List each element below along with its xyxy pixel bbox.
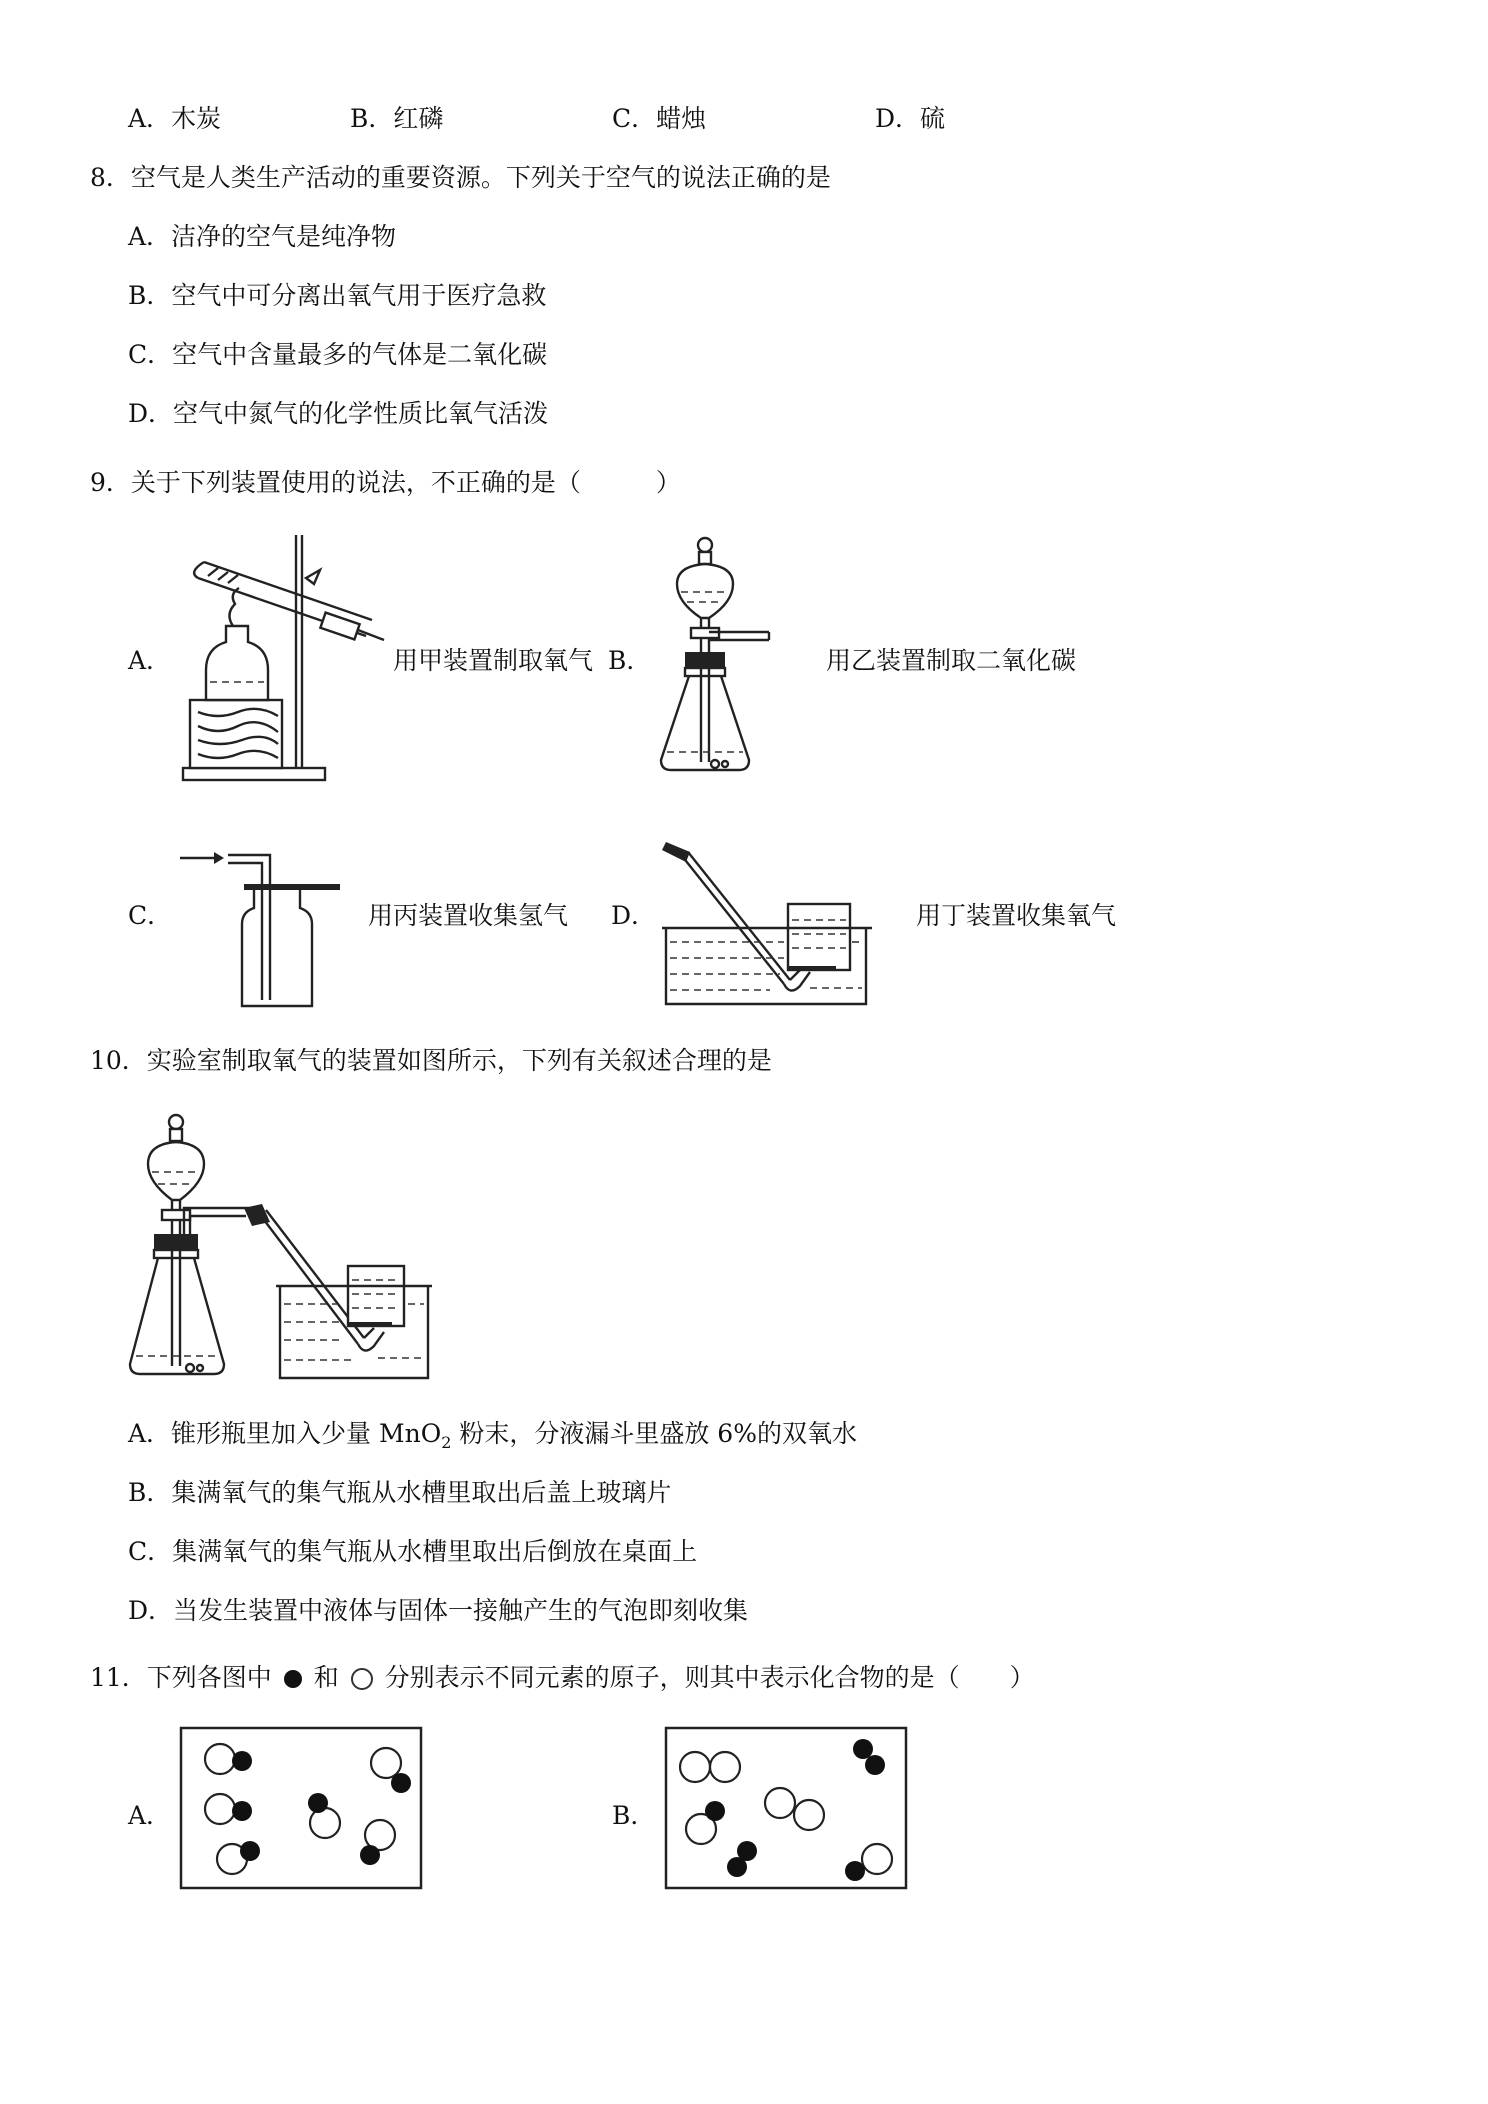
q8-option-c: C．空气中含量最多的气体是二氧化碳 — [128, 340, 548, 369]
q9-option-a-letter: A． — [128, 646, 172, 675]
q8-stem: 8．空气是人类生产活动的重要资源。下列关于空气的说法正确的是 — [90, 163, 831, 192]
q10-option-a: A．锥形瓶里加入少量 MnO$_2$ 粉末，分液漏斗里盛放 6%的双氧水 — [128, 1419, 857, 1452]
apparatus-c-gas-bottle — [178, 850, 328, 1010]
q7-option-c: C．蜡烛 — [612, 104, 707, 133]
molecule-box-a — [180, 1727, 422, 1889]
q9-option-d-text: 用丁装置收集氧气 — [916, 901, 1117, 930]
q11-option-b-letter: B． — [612, 1801, 656, 1830]
molecule-box-b — [665, 1727, 907, 1889]
q7-option-d: D．硫 — [875, 104, 946, 133]
q9-stem: 9．关于下列装置使用的说法，不正确的是（ ） — [90, 468, 681, 497]
filled-atom-icon — [284, 1670, 302, 1688]
q10-option-c: C．集满氧气的集气瓶从水槽里取出后倒放在桌面上 — [128, 1537, 698, 1566]
apparatus-a-heating-tube — [178, 530, 388, 785]
q9-option-b-letter: B． — [608, 646, 652, 675]
q8-option-d: D．空气中氮气的化学性质比氧气活泼 — [128, 399, 549, 428]
q10-option-d: D．当发生装置中液体与固体一接触产生的气泡即刻收集 — [128, 1596, 749, 1625]
apparatus-d-water-trough — [660, 838, 880, 1008]
q8-option-b: B．空气中可分离出氧气用于医疗急救 — [128, 281, 547, 310]
q11-stem: 11．下列各图中 和 分别表示不同元素的原子，则其中表示化合物的是（ ） — [90, 1663, 1035, 1692]
q8-option-a: A．洁净的空气是纯净物 — [128, 222, 397, 251]
q9-option-d-letter: D． — [611, 901, 657, 930]
q9-option-c-letter: C． — [128, 901, 173, 930]
q9-option-c-text: 用丙装置收集氢气 — [368, 901, 569, 930]
q7-option-a: A．木炭 — [128, 104, 222, 133]
q10-stem: 10．实验室制取氧气的装置如图所示，下列有关叙述合理的是 — [90, 1046, 772, 1075]
q9-option-a-text: 用甲装置制取氧气 — [393, 646, 594, 675]
q10-option-b: B．集满氧气的集气瓶从水槽里取出后盖上玻璃片 — [128, 1478, 672, 1507]
apparatus-q10-oxygen-setup — [128, 1108, 438, 1380]
apparatus-b-flask-funnel — [655, 532, 775, 777]
q11-option-a-letter: A． — [128, 1801, 172, 1830]
hollow-atom-icon — [351, 1668, 373, 1690]
q7-option-b: B．红磷 — [350, 104, 444, 133]
q9-option-b-text: 用乙装置制取二氧化碳 — [826, 646, 1077, 675]
